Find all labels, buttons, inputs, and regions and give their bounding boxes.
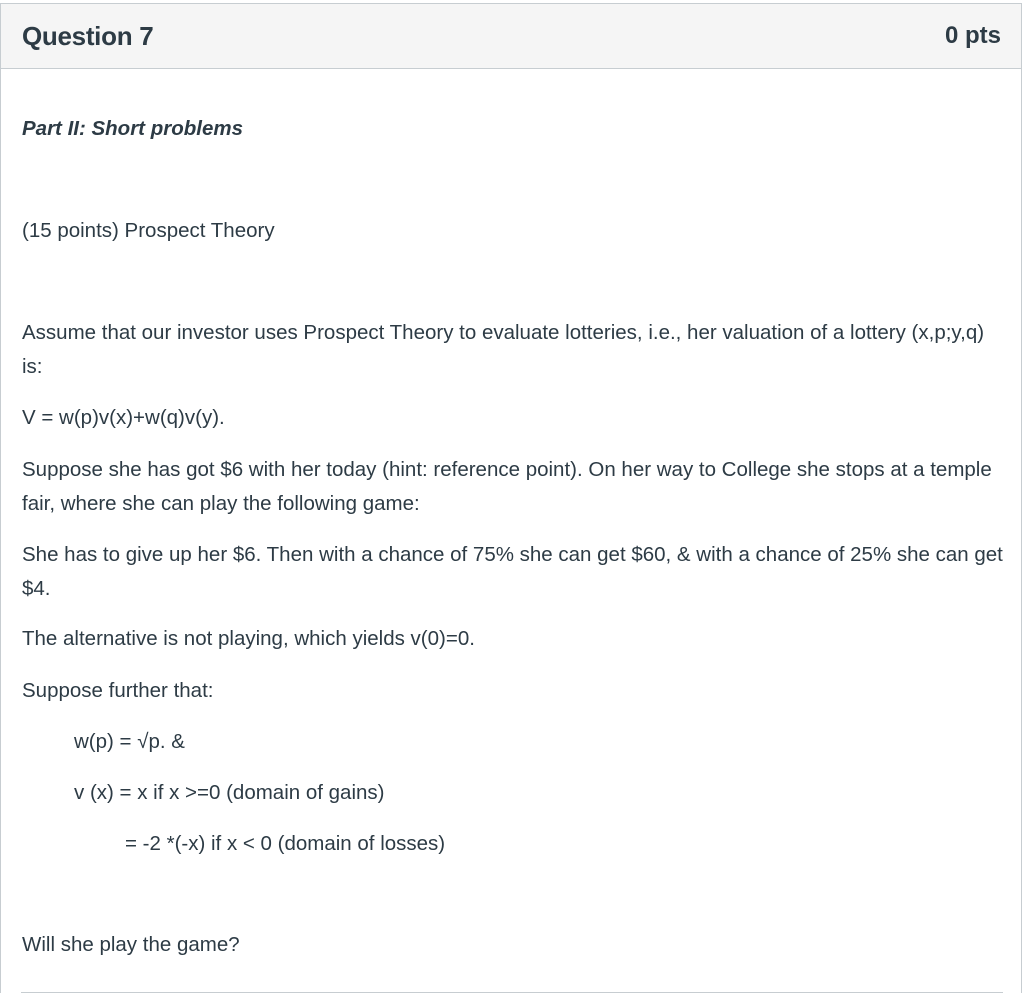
- question-title: Question 7: [22, 20, 154, 51]
- question-header: [1, 4, 1021, 69]
- weighting-function: w(p) = √p. &: [74, 730, 185, 753]
- intro-paragraph: Assume that our investor uses Prospect Theory to evaluate lotteries, i.e., her valuation of a lottery (x,p;y,q) is:: [22, 321, 985, 378]
- problem-heading: (15 points) Prospect Theory: [22, 219, 275, 242]
- scenario-paragraph: Suppose she has got $6 with her today (hint: reference point). On her way to College she stops at a temple fair, where she can play the following game:: [22, 458, 992, 515]
- alternative-paragraph: The alternative is not playing, which yields v(0)=0.: [22, 627, 475, 650]
- question-points: 0 pts: [944, 22, 1001, 49]
- game-paragraph: She has to give up her $6. Then with a chance of 75% she can get $60, & with a chance of 25% she can get $4.: [22, 543, 1003, 600]
- value-function-gains: v (x) = x if x >=0 (domain of gains): [74, 781, 385, 804]
- part-title: Part II: Short problems: [22, 117, 243, 140]
- bottom-divider: [21, 992, 1003, 993]
- further-paragraph: Suppose further that:: [22, 679, 214, 702]
- value-function-losses: = -2 *(-x) if x < 0 (domain of losses): [125, 832, 446, 855]
- valuation-formula: V = w(p)v(x)+w(q)v(y).: [22, 406, 225, 429]
- question-card: [0, 3, 1022, 993]
- question-prompt: Will she play the game?: [22, 933, 240, 956]
